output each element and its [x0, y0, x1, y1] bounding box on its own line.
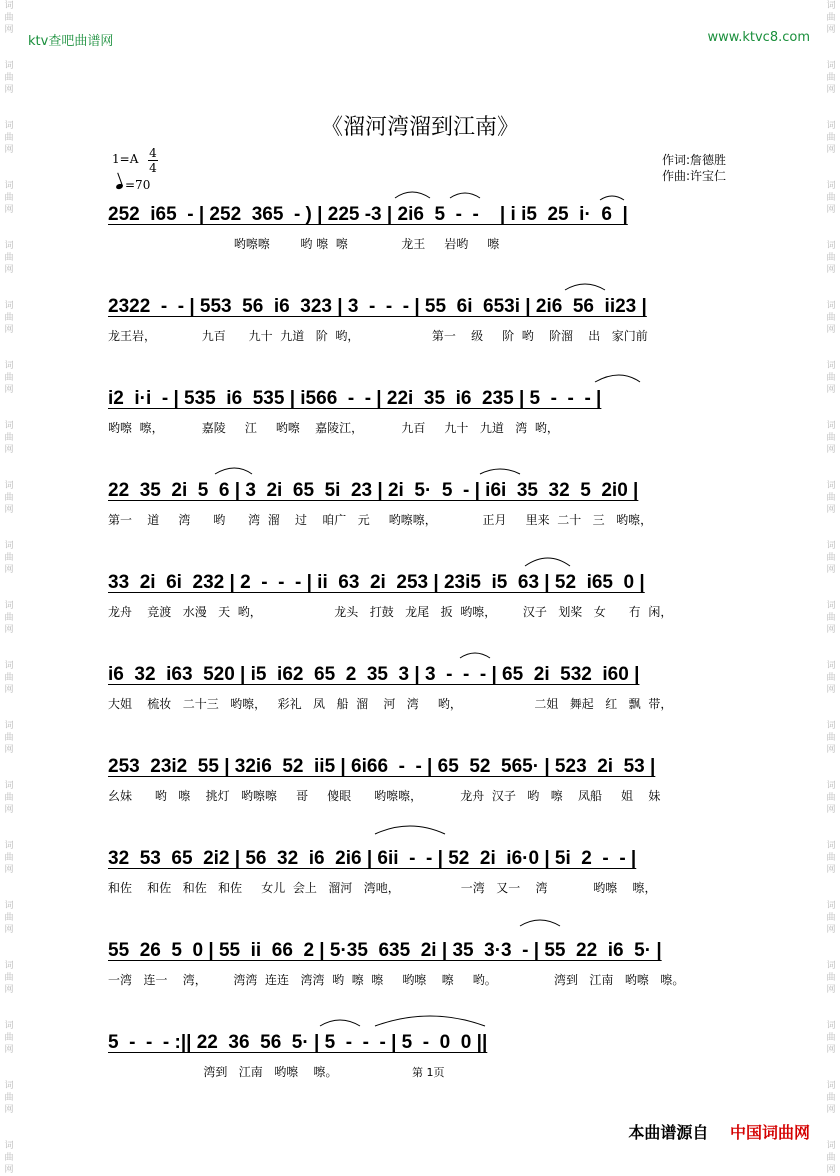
- page-number: 第 1页: [412, 1066, 445, 1079]
- notation-line: 252 i65 - | 252 365 - ) | 225 -3 | 2i6 5 - - | i i5 25 i· 6 |: [108, 204, 628, 225]
- watermark-text: 词 曲 网: [4, 961, 14, 995]
- slur: [320, 1020, 360, 1026]
- key-signature: 1=A: [112, 152, 139, 166]
- slur: [525, 558, 570, 566]
- watermark-text: 词 曲 网: [4, 121, 14, 155]
- tempo-value: =70: [125, 178, 151, 192]
- watermark-text: 词 曲 网: [4, 301, 14, 335]
- lyrics-line: 龙舟 竞渡 水漫 天 哟， 龙头 打鼓 龙尾 扳 哟嚓， 汉子 划桨 女 冇 闲，: [108, 605, 673, 619]
- system-1: [108, 202, 768, 252]
- tempo-marking: [116, 178, 150, 192]
- watermark-text: 词 曲 网: [4, 421, 14, 455]
- time-signature-top: 4: [149, 146, 157, 160]
- notation-line: 253 23i2 55 | 32i6 52 ii5 | 6i66 - - | 65 52 565· | 523 2i 53 |: [108, 756, 656, 777]
- watermark-text: 词 曲 网: [826, 121, 836, 155]
- watermark-text: 词 曲 网: [826, 1021, 836, 1055]
- watermark-text: 词 曲 网: [4, 61, 14, 95]
- notation-line: i6 32 i63 520 | i5 i62 65 2 35 3 | 3 - - - | 65 2i 532 i60 |: [108, 664, 640, 685]
- watermark-text: 词 曲 网: [4, 1081, 14, 1115]
- lyrics-line: 湾到 江南 哟嚓 嚓。: [108, 1065, 338, 1079]
- credits: [662, 152, 726, 184]
- watermark-text: 词 曲 网: [826, 841, 836, 875]
- time-signature-bottom: 4: [149, 161, 157, 175]
- slur: [595, 375, 640, 382]
- watermark-text: 词 曲 网: [826, 1081, 836, 1115]
- slur: [480, 469, 520, 474]
- site-name[interactable]: ktv查吧曲谱网: [28, 34, 114, 49]
- system-2: [108, 294, 768, 344]
- watermark-text: 词 曲 网: [4, 541, 14, 575]
- watermark-text: 词 曲 网: [4, 481, 14, 515]
- lyrics-line: 哟嚓 嚓， 嘉陵 江 哟嚓 嘉陵江， 九百 九十 九道 湾 哟，: [108, 421, 559, 435]
- watermark-text: 词 曲 网: [826, 61, 836, 95]
- system-7: [108, 754, 768, 804]
- system-5: [108, 570, 768, 620]
- lyrics-line: 幺妹 哟 嚓 挑灯 哟嚓嚓 哥 傻眼 哟嚓嚓， 龙舟 汉子 哟 嚓 凤船 姐 妹: [108, 789, 661, 803]
- watermark-text: 词 曲 网: [826, 781, 836, 815]
- site-url[interactable]: www.ktvc8.com: [707, 30, 810, 45]
- lyricist: 作词:詹德胜: [662, 153, 727, 167]
- slur: [520, 920, 560, 926]
- lyrics-line: 和佐 和佐 和佐 和佐 女儿 会上 溜河 湾吔， 一湾 又一 湾 哟嚓 嚓，: [108, 881, 657, 895]
- watermark-text: 词 曲 网: [4, 601, 14, 635]
- watermark-text: 词 曲 网: [826, 301, 836, 335]
- slur: [460, 653, 490, 658]
- footer-source-label: 本曲谱源自: [628, 1123, 709, 1142]
- lyrics-line: 哟嚓嚓 哟 嚓 嚓 龙王 岩哟 嚓: [108, 237, 500, 251]
- notation-line: 22 35 2i 5 6 | 3 2i 65 5i 23 | 2i 5· 5 - | i6i 35 32 5 2i0 |: [108, 480, 639, 501]
- watermark-left: [2, 0, 16, 1175]
- slur: [375, 1016, 485, 1026]
- slur: [450, 193, 480, 198]
- watermark-text: 词 曲 网: [4, 721, 14, 755]
- watermark-text: 词 曲 网: [826, 421, 836, 455]
- notation-line: 2322 - - | 553 56 i6 323 | 3 - - - | 55 6i 653i | 2i6 56 ii23 |: [108, 296, 647, 317]
- watermark-text: 词 曲 网: [4, 1141, 14, 1175]
- system-9: [108, 938, 768, 988]
- system-4: [108, 478, 768, 528]
- lyrics-line: 龙王岩， 九百 九十 九道 阶 哟， 第一 级 阶 哟 阶溜 出 家门前: [108, 329, 648, 343]
- system-6: [108, 662, 768, 712]
- watermark-text: 词 曲 网: [826, 901, 836, 935]
- quarter-note-icon: [115, 183, 123, 190]
- watermark-text: 词 曲 网: [826, 481, 836, 515]
- song-title: 《溜河湾溜到江南》: [320, 115, 519, 140]
- watermark-text: 词 曲 网: [4, 841, 14, 875]
- watermark-text: 词 曲 网: [826, 361, 836, 395]
- time-signature: [148, 146, 158, 175]
- slur: [395, 192, 430, 198]
- notation-line: 32 53 65 2i2 | 56 32 i6 2i6 | 6ii - - | 52 2i i6·0 | 5i 2 - - |: [108, 848, 637, 869]
- lyrics-line: 第一 道 湾 哟 湾 溜 过 咱广 元 哟嚓嚓， 正月 里来 二十 三 哟嚓，: [108, 513, 653, 527]
- watermark-text: 词 曲 网: [4, 901, 14, 935]
- footer: [628, 1120, 810, 1143]
- watermark-text: 词 曲 网: [826, 241, 836, 275]
- watermark-text: 词 曲 网: [826, 541, 836, 575]
- composer: 作曲:许宝仁: [662, 169, 727, 183]
- slur: [375, 826, 445, 834]
- notation-line: 55 26 5 0 | 55 ii 66 2 | 5·35 635 2i | 35 3·3 - | 55 22 i6 5· |: [108, 940, 662, 961]
- slur: [215, 468, 252, 474]
- notation-line: 5 - - - :|| 22 36 56 5· | 5 - - - | 5 - 0 0 ||: [108, 1032, 488, 1053]
- watermark-text: 词 曲 网: [4, 361, 14, 395]
- notation-line: i2 i·i - | 535 i6 535 | i566 - - | 22i 35 i6 235 | 5 - - - |: [108, 388, 602, 409]
- watermark-text: 词 曲 网: [826, 961, 836, 995]
- watermark-text: 词 曲 网: [4, 241, 14, 275]
- watermark-text: 词 曲 网: [826, 721, 836, 755]
- footer-site-link[interactable]: 中国词曲网: [729, 1123, 810, 1142]
- watermark-text: 词 曲 网: [4, 1, 14, 35]
- system-3: [108, 386, 768, 436]
- watermark-text: 词 曲 网: [826, 181, 836, 215]
- watermark-text: 词 曲 网: [826, 1141, 836, 1175]
- watermark-text: 词 曲 网: [4, 781, 14, 815]
- watermark-text: 词 曲 网: [826, 661, 836, 695]
- slur: [600, 196, 624, 200]
- lyrics-line: 大姐 梳妆 二十三 哟嚓， 彩礼 凤 船 溜 河 湾 哟， 二姐 舞起 红 飘 带，: [108, 697, 673, 711]
- watermark-text: 词 曲 网: [4, 1021, 14, 1055]
- lyrics-line: 一湾 连一 湾， 湾湾 连连 湾湾 哟 嚓 嚓 哟嚓 嚓 哟。 湾到 江南 哟嚓 嚓。: [108, 973, 685, 987]
- watermark-right: [824, 0, 838, 1175]
- slur: [565, 284, 605, 290]
- watermark-text: 词 曲 网: [4, 661, 14, 695]
- system-8: [108, 846, 768, 896]
- watermark-text: 词 曲 网: [826, 601, 836, 635]
- watermark-text: 词 曲 网: [4, 181, 14, 215]
- watermark-text: 词 曲 网: [826, 1, 836, 35]
- notation-line: 33 2i 6i 232 | 2 - - - | ii 63 2i 253 | 23i5 i5 63 | 52 i65 0 |: [108, 572, 645, 593]
